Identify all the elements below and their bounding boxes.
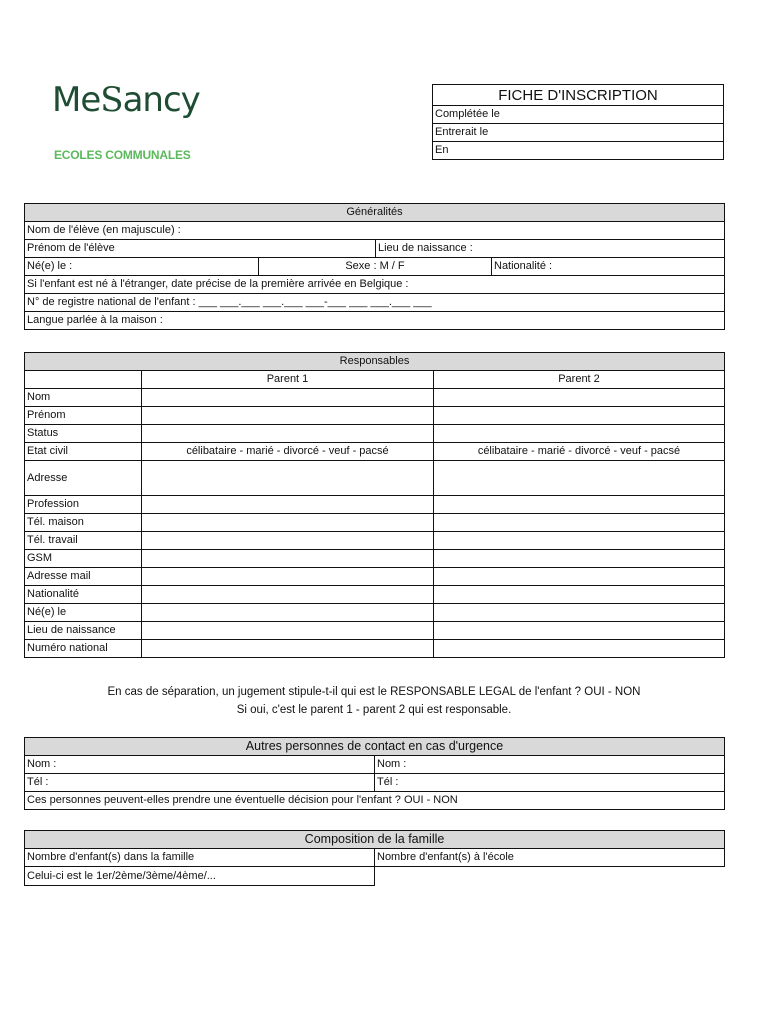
responsable-row-label: Né(e) le [25, 604, 142, 622]
parent1-field[interactable] [142, 532, 434, 550]
empty-cell [375, 867, 725, 886]
responsable-row [25, 443, 725, 461]
completed-on-field[interactable]: Complétée le [433, 106, 724, 124]
responsable-row-label: GSM [25, 550, 142, 568]
home-language-field[interactable]: Langue parlée à la maison : [25, 312, 725, 330]
parent1-field[interactable] [142, 425, 434, 443]
family-title: Composition de la famille [25, 831, 725, 849]
messancy-logo [52, 82, 232, 172]
responsable-row-label: Status [25, 425, 142, 443]
nationality-field[interactable]: Nationalité : [492, 258, 725, 276]
contacts-title: Autres personnes de contact en cas d'urgence [25, 738, 725, 756]
blank-header-cell [25, 371, 142, 389]
logo-word-part1: Me [52, 80, 101, 120]
responsable-row-label: Adresse mail [25, 568, 142, 586]
arrival-date-field[interactable]: Si l'enfant est né à l'étranger, date précise de la première arrivée en Belgique : [25, 276, 725, 294]
parent2-field[interactable] [434, 461, 725, 496]
parent1-field[interactable] [142, 496, 434, 514]
class-field[interactable]: En [433, 142, 724, 160]
responsable-row-label: Numéro national [25, 640, 142, 658]
generalites-title: Généralités [25, 204, 725, 222]
responsable-row [25, 586, 725, 604]
responsable-row [25, 407, 725, 425]
parent2-field[interactable] [434, 568, 725, 586]
born-on-field[interactable]: Né(e) le : [25, 258, 259, 276]
parent2-field[interactable] [434, 640, 725, 658]
parent1-header: Parent 1 [142, 371, 434, 389]
responsable-row [25, 622, 725, 640]
responsable-row [25, 496, 725, 514]
form-title: FICHE D'INSCRIPTION [433, 85, 724, 106]
responsable-row-label: Nom [25, 389, 142, 407]
parent2-field[interactable] [434, 622, 725, 640]
parent1-field[interactable] [142, 568, 434, 586]
responsable-row-label: Profession [25, 496, 142, 514]
student-first-name-field[interactable]: Prénom de l'élève [25, 240, 376, 258]
separation-question: En cas de séparation, un jugement stipule-t-il qui est le RESPONSABLE LEGAL de l'enfant ? OUI - NON [107, 686, 641, 698]
parent2-field[interactable] [434, 514, 725, 532]
enters-on-field[interactable]: Entrerait le [433, 124, 724, 142]
separation-followup: Si oui, c'est le parent 1 - parent 2 qui est responsable. [236, 704, 512, 716]
responsable-row [25, 550, 725, 568]
birthplace-field[interactable]: Lieu de naissance : [376, 240, 725, 258]
responsable-row [25, 425, 725, 443]
contact1-phone-field[interactable]: Tél : [25, 774, 375, 792]
parent2-field[interactable]: célibataire - marié - divorcé - veuf - pacsé [434, 443, 725, 461]
responsable-row [25, 514, 725, 532]
inscription-header-box [432, 84, 724, 160]
responsable-row-label: Tél. maison [25, 514, 142, 532]
contact-decision-field[interactable]: Ces personnes peuvent-elles prendre une éventuelle décision pour l'enfant ? OUI - NON [25, 792, 725, 810]
parent1-field[interactable] [142, 586, 434, 604]
responsable-row [25, 389, 725, 407]
responsable-row-label: Etat civil [25, 443, 142, 461]
parent2-field[interactable] [434, 425, 725, 443]
student-last-name-field[interactable]: Nom de l'élève (en majuscule) : [25, 222, 725, 240]
children-at-school-field[interactable]: Nombre d'enfant(s) à l'école [375, 849, 725, 867]
responsable-row-label: Adresse [25, 461, 142, 496]
parent1-field[interactable] [142, 461, 434, 496]
parent2-field[interactable] [434, 496, 725, 514]
parent1-field[interactable] [142, 604, 434, 622]
logo-subtitle: ECOLES COMMUNALES [54, 148, 191, 162]
parent1-field[interactable] [142, 389, 434, 407]
logo-wordmark [52, 82, 200, 118]
logo-word-s: S [100, 80, 123, 120]
child-rank-field[interactable]: Celui-ci est le 1er/2ème/3ème/4ème/... [25, 867, 375, 886]
sex-field[interactable]: Sexe : M / F [259, 258, 492, 276]
parent2-field[interactable] [434, 389, 725, 407]
parent2-field[interactable] [434, 407, 725, 425]
national-register-field[interactable]: N° de registre national de l'enfant : ___ ___.___ ___.___ ___-___ ___ ___.___ ___ [25, 294, 725, 312]
parent1-field[interactable] [142, 550, 434, 568]
responsable-row [25, 604, 725, 622]
parent2-field[interactable] [434, 586, 725, 604]
parent2-field[interactable] [434, 550, 725, 568]
parent1-field[interactable]: célibataire - marié - divorcé - veuf - pacsé [142, 443, 434, 461]
responsable-row [25, 568, 725, 586]
responsable-row-label: Prénom [25, 407, 142, 425]
logo-word-part2: ancy [122, 80, 200, 120]
separation-note [24, 683, 724, 719]
contact2-phone-field[interactable]: Tél : [375, 774, 725, 792]
parent1-field[interactable] [142, 514, 434, 532]
contact2-name-field[interactable]: Nom : [375, 756, 725, 774]
parent1-field[interactable] [142, 407, 434, 425]
responsables-title: Responsables [25, 353, 725, 371]
family-composition-section [24, 830, 725, 886]
children-in-family-field[interactable]: Nombre d'enfant(s) dans la famille [25, 849, 375, 867]
responsable-row-label: Lieu de naissance [25, 622, 142, 640]
parent1-field[interactable] [142, 622, 434, 640]
responsable-row-label: Tél. travail [25, 532, 142, 550]
parent2-field[interactable] [434, 532, 725, 550]
generalites-section [24, 203, 725, 330]
responsable-row-label: Nationalité [25, 586, 142, 604]
responsable-row [25, 532, 725, 550]
responsables-section [24, 352, 725, 658]
parent2-header: Parent 2 [434, 371, 725, 389]
emergency-contacts-section [24, 737, 725, 810]
parent1-field[interactable] [142, 640, 434, 658]
contact1-name-field[interactable]: Nom : [25, 756, 375, 774]
responsable-row [25, 640, 725, 658]
parent2-field[interactable] [434, 604, 725, 622]
responsable-row [25, 461, 725, 496]
